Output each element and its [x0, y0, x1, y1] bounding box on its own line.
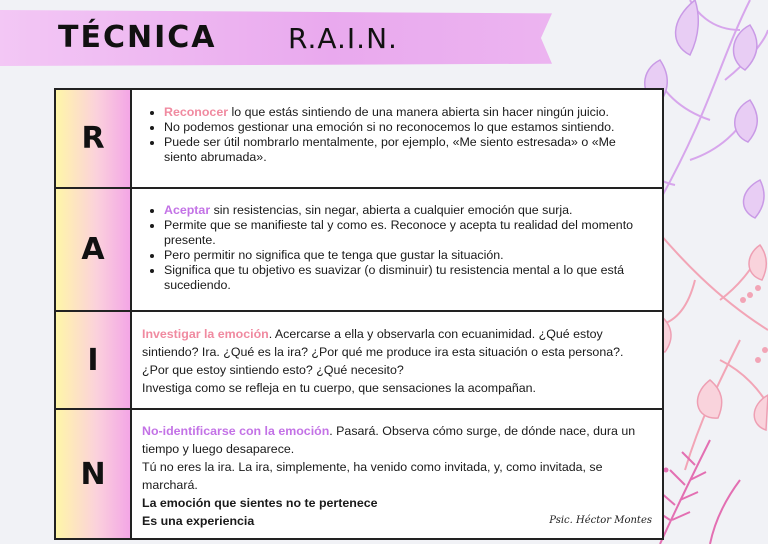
bullet-list-a [142, 203, 652, 293]
letter-i: I [87, 342, 99, 378]
letter-cell-n [56, 410, 132, 538]
letter-cell-i [56, 312, 132, 408]
rain-table [54, 88, 664, 540]
page-title: TÉCNICA [58, 20, 217, 55]
bullet-list-r [142, 105, 652, 165]
table-row-i [56, 312, 662, 410]
list-item: • Permite que se manifieste tal y como es. Reconoce y acepta tu realidad del momento presente. [164, 218, 652, 248]
content-cell-r [132, 90, 662, 187]
table-row-n [56, 410, 662, 538]
letter-a: A [81, 232, 105, 267]
paragraph-investigar-2: Investiga como se refleja en tu cuerpo, que sensaciones la acompañan. [142, 381, 536, 395]
paragraph-investigar: Investigar la emoción. Acercarse a ella y observarla con ecuanimidad. ¿Qué estoy sintiendo? Ira. ¿Qué es la ira? ¿Por qué me produce ira esta situación o esta persona?. ¿Por que estoy sintiendo esto? ¿Qué necesito? [142, 327, 624, 377]
content-cell-n [132, 410, 662, 538]
keyword-reconocer: Reconocer [164, 105, 229, 119]
list-item: • Aceptar sin resistencias, sin negar, abierta a cualquier emoción que surja. [164, 203, 652, 218]
content-cell-a [132, 189, 662, 310]
letter-n: N [80, 456, 106, 492]
keyword-investigar: Investigar la emoción [142, 327, 269, 341]
page-subtitle: R.A.I.N. [288, 22, 398, 55]
list-item: • No podemos gestionar una emoción si no reconocemos lo que estamos sintiendo. [164, 120, 652, 135]
paragraph-no-identificarse-2: Tú no eres la ira. La ira, simplemente, ha venido como invitada, y, como invitada, se marchará. [142, 460, 603, 492]
list-item: • Significa que tu objetivo es suavizar (o disminuir) tu resistencia mental a lo que está sucediendo. [164, 263, 652, 293]
list-item: • Pero permitir no significa que te tenga que gustar la situación. [164, 248, 652, 263]
paragraph-no-identificarse: No-identificarse con la emoción. Pasará. Observa cómo surge, de dónde nace, dura un tiempo y luego desaparece. [142, 424, 636, 456]
bold-line-1: La emoción que sientes no te pertenece [142, 496, 378, 510]
table-row-a [56, 189, 662, 312]
letter-cell-r [56, 90, 132, 187]
keyword-aceptar: Aceptar [164, 203, 211, 217]
list-item: • Reconocer lo que estás sintiendo de una manera abierta sin hacer ningún juicio. [164, 105, 652, 120]
signature: Psic. Héctor Montes [549, 515, 652, 526]
content-cell-i [132, 312, 662, 408]
letter-cell-a [56, 189, 132, 310]
letter-r: R [81, 121, 105, 156]
list-item: • Puede ser útil nombrarlo mentalmente, por ejemplo, «Me siento estresada» o «Me siento abrumada». [164, 135, 652, 165]
table-row-r [56, 90, 662, 189]
keyword-no-identificarse: No-identificarse con la emoción [142, 424, 330, 438]
bold-line-2: Es una experiencia [142, 514, 255, 528]
